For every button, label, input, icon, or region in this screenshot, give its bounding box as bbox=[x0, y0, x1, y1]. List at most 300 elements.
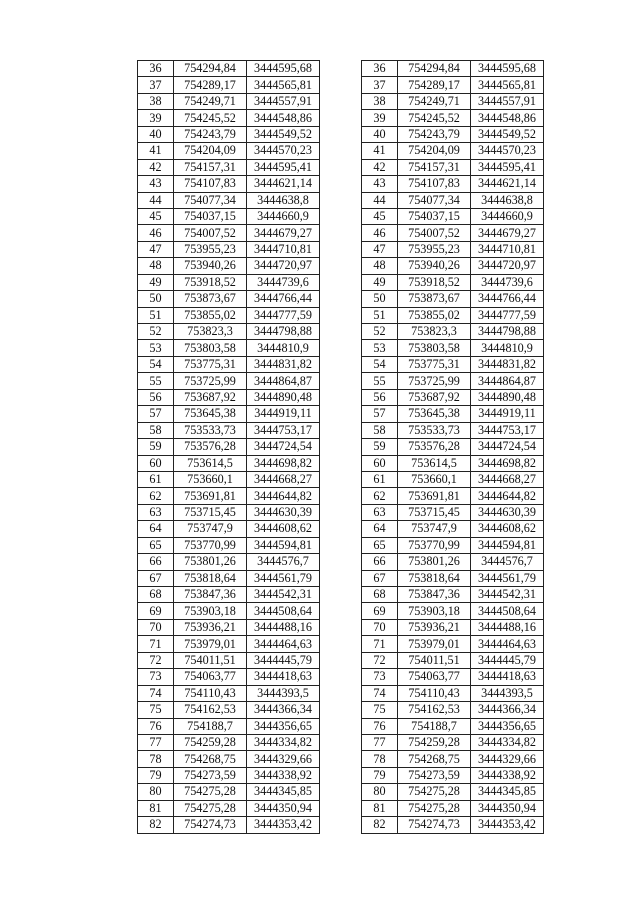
x-coordinate-cell: 754275,28 bbox=[174, 800, 247, 816]
point-number-cell: 40 bbox=[138, 126, 174, 142]
table-row bbox=[362, 77, 544, 93]
x-coordinate-cell: 754274,73 bbox=[398, 817, 471, 833]
y-coordinate-cell: 3444739,6 bbox=[471, 274, 544, 290]
point-number-cell: 80 bbox=[138, 784, 174, 800]
coordinates-table-right bbox=[361, 60, 544, 834]
x-coordinate-cell: 754037,15 bbox=[174, 208, 247, 224]
x-coordinate-cell: 754063,77 bbox=[398, 669, 471, 685]
table-row bbox=[138, 176, 320, 192]
x-coordinate-cell: 754037,15 bbox=[398, 208, 471, 224]
table-row bbox=[138, 274, 320, 290]
x-coordinate-cell: 753687,92 bbox=[174, 389, 247, 405]
y-coordinate-cell: 3444418,63 bbox=[471, 669, 544, 685]
x-coordinate-cell: 754243,79 bbox=[398, 126, 471, 142]
x-coordinate-cell: 754110,43 bbox=[174, 685, 247, 701]
point-number-cell: 76 bbox=[362, 718, 398, 734]
x-coordinate-cell: 754063,77 bbox=[174, 669, 247, 685]
table-row bbox=[362, 324, 544, 340]
x-coordinate-cell: 753747,9 bbox=[174, 521, 247, 537]
point-number-cell: 51 bbox=[138, 307, 174, 323]
x-coordinate-cell: 753691,81 bbox=[174, 488, 247, 504]
point-number-cell: 42 bbox=[362, 159, 398, 175]
x-coordinate-cell: 754273,59 bbox=[398, 767, 471, 783]
y-coordinate-cell: 3444488,16 bbox=[471, 619, 544, 635]
point-number-cell: 38 bbox=[138, 93, 174, 109]
x-coordinate-cell: 754204,09 bbox=[398, 143, 471, 159]
point-number-cell: 69 bbox=[362, 603, 398, 619]
y-coordinate-cell: 3444739,6 bbox=[247, 274, 320, 290]
table-row bbox=[362, 521, 544, 537]
y-coordinate-cell: 3444724,54 bbox=[471, 439, 544, 455]
point-number-cell: 76 bbox=[138, 718, 174, 734]
y-coordinate-cell: 3444777,59 bbox=[247, 307, 320, 323]
table-row bbox=[138, 767, 320, 783]
table-row bbox=[362, 192, 544, 208]
table-row bbox=[138, 521, 320, 537]
y-coordinate-cell: 3444710,81 bbox=[247, 241, 320, 257]
coordinates-table-right-body bbox=[362, 61, 544, 834]
table-row bbox=[138, 570, 320, 586]
point-number-cell: 63 bbox=[138, 504, 174, 520]
table-row bbox=[362, 340, 544, 356]
y-coordinate-cell: 3444334,82 bbox=[471, 734, 544, 750]
table-row bbox=[362, 488, 544, 504]
x-coordinate-cell: 754157,31 bbox=[398, 159, 471, 175]
y-coordinate-cell: 3444338,92 bbox=[247, 767, 320, 783]
point-number-cell: 74 bbox=[362, 685, 398, 701]
point-number-cell: 67 bbox=[362, 570, 398, 586]
point-number-cell: 75 bbox=[138, 702, 174, 718]
table-row bbox=[362, 685, 544, 701]
x-coordinate-cell: 754249,71 bbox=[174, 93, 247, 109]
y-coordinate-cell: 3444570,23 bbox=[247, 143, 320, 159]
table-row bbox=[138, 455, 320, 471]
y-coordinate-cell: 3444644,82 bbox=[471, 488, 544, 504]
point-number-cell: 52 bbox=[138, 324, 174, 340]
point-number-cell: 62 bbox=[362, 488, 398, 504]
point-number-cell: 52 bbox=[362, 324, 398, 340]
point-number-cell: 65 bbox=[362, 537, 398, 553]
table-row bbox=[138, 652, 320, 668]
x-coordinate-cell: 754249,71 bbox=[398, 93, 471, 109]
point-number-cell: 73 bbox=[138, 669, 174, 685]
y-coordinate-cell: 3444353,42 bbox=[247, 817, 320, 833]
y-coordinate-cell: 3444594,81 bbox=[471, 537, 544, 553]
table-row bbox=[138, 751, 320, 767]
x-coordinate-cell: 753614,5 bbox=[398, 455, 471, 471]
x-coordinate-cell: 753533,73 bbox=[174, 422, 247, 438]
x-coordinate-cell: 753818,64 bbox=[174, 570, 247, 586]
y-coordinate-cell: 3444353,42 bbox=[471, 817, 544, 833]
y-coordinate-cell: 3444334,82 bbox=[247, 734, 320, 750]
y-coordinate-cell: 3444594,81 bbox=[247, 537, 320, 553]
x-coordinate-cell: 754011,51 bbox=[174, 652, 247, 668]
point-number-cell: 60 bbox=[138, 455, 174, 471]
y-coordinate-cell: 3444445,79 bbox=[247, 652, 320, 668]
y-coordinate-cell: 3444356,65 bbox=[471, 718, 544, 734]
table-row bbox=[362, 208, 544, 224]
x-coordinate-cell: 753903,18 bbox=[398, 603, 471, 619]
y-coordinate-cell: 3444345,85 bbox=[471, 784, 544, 800]
point-number-cell: 37 bbox=[362, 77, 398, 93]
x-coordinate-cell: 754294,84 bbox=[174, 61, 247, 77]
point-number-cell: 57 bbox=[138, 406, 174, 422]
table-row bbox=[362, 636, 544, 652]
x-coordinate-cell: 753614,5 bbox=[174, 455, 247, 471]
x-coordinate-cell: 754273,59 bbox=[174, 767, 247, 783]
point-number-cell: 44 bbox=[362, 192, 398, 208]
x-coordinate-cell: 754110,43 bbox=[398, 685, 471, 701]
point-number-cell: 65 bbox=[138, 537, 174, 553]
table-row bbox=[362, 373, 544, 389]
point-number-cell: 48 bbox=[138, 258, 174, 274]
table-row bbox=[362, 225, 544, 241]
y-coordinate-cell: 3444679,27 bbox=[471, 225, 544, 241]
point-number-cell: 39 bbox=[138, 110, 174, 126]
point-number-cell: 66 bbox=[138, 554, 174, 570]
point-number-cell: 81 bbox=[138, 800, 174, 816]
y-coordinate-cell: 3444565,81 bbox=[247, 77, 320, 93]
table-row bbox=[362, 718, 544, 734]
table-row bbox=[362, 258, 544, 274]
x-coordinate-cell: 754157,31 bbox=[174, 159, 247, 175]
y-coordinate-cell: 3444329,66 bbox=[247, 751, 320, 767]
table-row bbox=[138, 685, 320, 701]
y-coordinate-cell: 3444919,11 bbox=[471, 406, 544, 422]
x-coordinate-cell: 753818,64 bbox=[398, 570, 471, 586]
y-coordinate-cell: 3444576,7 bbox=[247, 554, 320, 570]
point-number-cell: 42 bbox=[138, 159, 174, 175]
point-number-cell: 44 bbox=[138, 192, 174, 208]
point-number-cell: 59 bbox=[362, 439, 398, 455]
y-coordinate-cell: 3444810,9 bbox=[247, 340, 320, 356]
table-row bbox=[362, 669, 544, 685]
x-coordinate-cell: 753936,21 bbox=[398, 619, 471, 635]
y-coordinate-cell: 3444660,9 bbox=[247, 208, 320, 224]
x-coordinate-cell: 754259,28 bbox=[398, 734, 471, 750]
x-coordinate-cell: 753803,58 bbox=[174, 340, 247, 356]
y-coordinate-cell: 3444777,59 bbox=[471, 307, 544, 323]
point-number-cell: 38 bbox=[362, 93, 398, 109]
table-row bbox=[362, 652, 544, 668]
point-number-cell: 79 bbox=[362, 767, 398, 783]
table-row bbox=[138, 93, 320, 109]
x-coordinate-cell: 753775,31 bbox=[398, 356, 471, 372]
table-row bbox=[362, 537, 544, 553]
x-coordinate-cell: 753801,26 bbox=[398, 554, 471, 570]
y-coordinate-cell: 3444549,52 bbox=[247, 126, 320, 142]
table-row bbox=[362, 274, 544, 290]
table-row bbox=[362, 110, 544, 126]
point-number-cell: 82 bbox=[138, 817, 174, 833]
table-row bbox=[362, 143, 544, 159]
x-coordinate-cell: 753803,58 bbox=[398, 340, 471, 356]
point-number-cell: 74 bbox=[138, 685, 174, 701]
x-coordinate-cell: 754289,17 bbox=[174, 77, 247, 93]
y-coordinate-cell: 3444621,14 bbox=[247, 176, 320, 192]
y-coordinate-cell: 3444350,94 bbox=[471, 800, 544, 816]
point-number-cell: 55 bbox=[138, 373, 174, 389]
table-row bbox=[138, 406, 320, 422]
y-coordinate-cell: 3444595,68 bbox=[247, 61, 320, 77]
y-coordinate-cell: 3444329,66 bbox=[471, 751, 544, 767]
y-coordinate-cell: 3444548,86 bbox=[247, 110, 320, 126]
x-coordinate-cell: 753691,81 bbox=[398, 488, 471, 504]
point-number-cell: 56 bbox=[138, 389, 174, 405]
table-row bbox=[138, 537, 320, 553]
x-coordinate-cell: 753903,18 bbox=[174, 603, 247, 619]
y-coordinate-cell: 3444798,88 bbox=[471, 324, 544, 340]
x-coordinate-cell: 753576,28 bbox=[398, 439, 471, 455]
x-coordinate-cell: 753715,45 bbox=[174, 504, 247, 520]
coordinates-table-left bbox=[137, 60, 320, 834]
table-row bbox=[138, 307, 320, 323]
point-number-cell: 37 bbox=[138, 77, 174, 93]
table-row bbox=[362, 439, 544, 455]
x-coordinate-cell: 753725,99 bbox=[398, 373, 471, 389]
x-coordinate-cell: 754162,53 bbox=[398, 702, 471, 718]
x-coordinate-cell: 754245,52 bbox=[174, 110, 247, 126]
point-number-cell: 77 bbox=[362, 734, 398, 750]
y-coordinate-cell: 3444919,11 bbox=[247, 406, 320, 422]
table-row bbox=[138, 143, 320, 159]
x-coordinate-cell: 754188,7 bbox=[398, 718, 471, 734]
y-coordinate-cell: 3444548,86 bbox=[471, 110, 544, 126]
table-row bbox=[138, 488, 320, 504]
table-row bbox=[138, 192, 320, 208]
y-coordinate-cell: 3444570,23 bbox=[471, 143, 544, 159]
y-coordinate-cell: 3444864,87 bbox=[247, 373, 320, 389]
x-coordinate-cell: 753847,36 bbox=[174, 587, 247, 603]
table-row bbox=[138, 340, 320, 356]
point-number-cell: 60 bbox=[362, 455, 398, 471]
point-number-cell: 48 bbox=[362, 258, 398, 274]
x-coordinate-cell: 753715,45 bbox=[398, 504, 471, 520]
x-coordinate-cell: 753770,99 bbox=[398, 537, 471, 553]
point-number-cell: 46 bbox=[362, 225, 398, 241]
point-number-cell: 47 bbox=[362, 241, 398, 257]
point-number-cell: 50 bbox=[362, 291, 398, 307]
point-number-cell: 39 bbox=[362, 110, 398, 126]
x-coordinate-cell: 753747,9 bbox=[398, 521, 471, 537]
x-coordinate-cell: 754275,28 bbox=[398, 800, 471, 816]
table-row bbox=[138, 718, 320, 734]
table-row bbox=[138, 356, 320, 372]
table-row bbox=[138, 587, 320, 603]
x-coordinate-cell: 754243,79 bbox=[174, 126, 247, 142]
table-row bbox=[362, 455, 544, 471]
table-row bbox=[362, 603, 544, 619]
x-coordinate-cell: 754077,34 bbox=[174, 192, 247, 208]
point-number-cell: 41 bbox=[362, 143, 398, 159]
point-number-cell: 45 bbox=[138, 208, 174, 224]
point-number-cell: 70 bbox=[138, 619, 174, 635]
point-number-cell: 57 bbox=[362, 406, 398, 422]
table-row bbox=[138, 636, 320, 652]
x-coordinate-cell: 753775,31 bbox=[174, 356, 247, 372]
y-coordinate-cell: 3444890,48 bbox=[471, 389, 544, 405]
x-coordinate-cell: 754162,53 bbox=[174, 702, 247, 718]
x-coordinate-cell: 754077,34 bbox=[398, 192, 471, 208]
table-row bbox=[362, 751, 544, 767]
point-number-cell: 46 bbox=[138, 225, 174, 241]
x-coordinate-cell: 753687,92 bbox=[398, 389, 471, 405]
table-row bbox=[138, 619, 320, 635]
y-coordinate-cell: 3444338,92 bbox=[471, 767, 544, 783]
y-coordinate-cell: 3444608,62 bbox=[471, 521, 544, 537]
table-row bbox=[362, 587, 544, 603]
x-coordinate-cell: 754274,73 bbox=[174, 817, 247, 833]
x-coordinate-cell: 754259,28 bbox=[174, 734, 247, 750]
point-number-cell: 61 bbox=[138, 471, 174, 487]
y-coordinate-cell: 3444810,9 bbox=[471, 340, 544, 356]
point-number-cell: 54 bbox=[362, 356, 398, 372]
point-number-cell: 68 bbox=[138, 587, 174, 603]
table-row bbox=[362, 93, 544, 109]
point-number-cell: 47 bbox=[138, 241, 174, 257]
point-number-cell: 71 bbox=[138, 636, 174, 652]
point-number-cell: 54 bbox=[138, 356, 174, 372]
table-row bbox=[138, 241, 320, 257]
table-row bbox=[138, 422, 320, 438]
table-row bbox=[362, 767, 544, 783]
x-coordinate-cell: 754188,7 bbox=[174, 718, 247, 734]
y-coordinate-cell: 3444831,82 bbox=[471, 356, 544, 372]
point-number-cell: 49 bbox=[138, 274, 174, 290]
y-coordinate-cell: 3444668,27 bbox=[247, 471, 320, 487]
y-coordinate-cell: 3444464,63 bbox=[471, 636, 544, 652]
x-coordinate-cell: 754268,75 bbox=[398, 751, 471, 767]
y-coordinate-cell: 3444445,79 bbox=[471, 652, 544, 668]
x-coordinate-cell: 753660,1 bbox=[174, 471, 247, 487]
table-row bbox=[138, 389, 320, 405]
x-coordinate-cell: 753823,3 bbox=[398, 324, 471, 340]
point-number-cell: 64 bbox=[138, 521, 174, 537]
x-coordinate-cell: 753770,99 bbox=[174, 537, 247, 553]
x-coordinate-cell: 754107,83 bbox=[398, 176, 471, 192]
table-row bbox=[362, 734, 544, 750]
y-coordinate-cell: 3444549,52 bbox=[471, 126, 544, 142]
table-row bbox=[362, 176, 544, 192]
coordinates-table-left-body bbox=[138, 61, 320, 834]
y-coordinate-cell: 3444576,7 bbox=[471, 554, 544, 570]
table-row bbox=[362, 307, 544, 323]
table-row bbox=[138, 439, 320, 455]
table-row bbox=[362, 504, 544, 520]
table-row bbox=[138, 554, 320, 570]
point-number-cell: 50 bbox=[138, 291, 174, 307]
point-number-cell: 66 bbox=[362, 554, 398, 570]
x-coordinate-cell: 753847,36 bbox=[398, 587, 471, 603]
table-row bbox=[362, 126, 544, 142]
y-coordinate-cell: 3444798,88 bbox=[247, 324, 320, 340]
table-row bbox=[138, 208, 320, 224]
x-coordinate-cell: 753873,67 bbox=[398, 291, 471, 307]
x-coordinate-cell: 753533,73 bbox=[398, 422, 471, 438]
table-row bbox=[138, 291, 320, 307]
y-coordinate-cell: 3444710,81 bbox=[471, 241, 544, 257]
point-number-cell: 41 bbox=[138, 143, 174, 159]
point-number-cell: 78 bbox=[138, 751, 174, 767]
table-row bbox=[362, 554, 544, 570]
table-row bbox=[138, 669, 320, 685]
y-coordinate-cell: 3444720,97 bbox=[471, 258, 544, 274]
x-coordinate-cell: 753955,23 bbox=[174, 241, 247, 257]
table-row bbox=[362, 356, 544, 372]
y-coordinate-cell: 3444561,79 bbox=[471, 570, 544, 586]
y-coordinate-cell: 3444668,27 bbox=[471, 471, 544, 487]
point-number-cell: 72 bbox=[362, 652, 398, 668]
table-row bbox=[138, 471, 320, 487]
point-number-cell: 49 bbox=[362, 274, 398, 290]
y-coordinate-cell: 3444557,91 bbox=[471, 93, 544, 109]
table-row bbox=[138, 784, 320, 800]
x-coordinate-cell: 753855,02 bbox=[398, 307, 471, 323]
table-row bbox=[362, 817, 544, 833]
x-coordinate-cell: 753918,52 bbox=[398, 274, 471, 290]
point-number-cell: 40 bbox=[362, 126, 398, 142]
table-row bbox=[138, 126, 320, 142]
point-number-cell: 51 bbox=[362, 307, 398, 323]
point-number-cell: 82 bbox=[362, 817, 398, 833]
x-coordinate-cell: 754107,83 bbox=[174, 176, 247, 192]
y-coordinate-cell: 3444831,82 bbox=[247, 356, 320, 372]
x-coordinate-cell: 753725,99 bbox=[174, 373, 247, 389]
y-coordinate-cell: 3444630,39 bbox=[247, 504, 320, 520]
point-number-cell: 64 bbox=[362, 521, 398, 537]
table-row bbox=[138, 800, 320, 816]
point-number-cell: 56 bbox=[362, 389, 398, 405]
table-row bbox=[362, 702, 544, 718]
table-row bbox=[138, 817, 320, 833]
x-coordinate-cell: 754275,28 bbox=[398, 784, 471, 800]
point-number-cell: 77 bbox=[138, 734, 174, 750]
y-coordinate-cell: 3444864,87 bbox=[471, 373, 544, 389]
x-coordinate-cell: 753940,26 bbox=[398, 258, 471, 274]
x-coordinate-cell: 753955,23 bbox=[398, 241, 471, 257]
table-row bbox=[362, 159, 544, 175]
y-coordinate-cell: 3444393,5 bbox=[247, 685, 320, 701]
table-row bbox=[362, 406, 544, 422]
point-number-cell: 58 bbox=[362, 422, 398, 438]
table-row bbox=[138, 373, 320, 389]
y-coordinate-cell: 3444557,91 bbox=[247, 93, 320, 109]
x-coordinate-cell: 754294,84 bbox=[398, 61, 471, 77]
y-coordinate-cell: 3444608,62 bbox=[247, 521, 320, 537]
x-coordinate-cell: 754245,52 bbox=[398, 110, 471, 126]
y-coordinate-cell: 3444345,85 bbox=[247, 784, 320, 800]
point-number-cell: 55 bbox=[362, 373, 398, 389]
point-number-cell: 43 bbox=[138, 176, 174, 192]
y-coordinate-cell: 3444698,82 bbox=[471, 455, 544, 471]
y-coordinate-cell: 3444464,63 bbox=[247, 636, 320, 652]
table-row bbox=[362, 291, 544, 307]
point-number-cell: 79 bbox=[138, 767, 174, 783]
table-row bbox=[138, 324, 320, 340]
point-number-cell: 63 bbox=[362, 504, 398, 520]
table-row bbox=[138, 77, 320, 93]
x-coordinate-cell: 754007,52 bbox=[398, 225, 471, 241]
y-coordinate-cell: 3444890,48 bbox=[247, 389, 320, 405]
y-coordinate-cell: 3444644,82 bbox=[247, 488, 320, 504]
y-coordinate-cell: 3444660,9 bbox=[471, 208, 544, 224]
y-coordinate-cell: 3444638,8 bbox=[247, 192, 320, 208]
x-coordinate-cell: 754289,17 bbox=[398, 77, 471, 93]
y-coordinate-cell: 3444393,5 bbox=[471, 685, 544, 701]
point-number-cell: 68 bbox=[362, 587, 398, 603]
table-row bbox=[362, 241, 544, 257]
point-number-cell: 73 bbox=[362, 669, 398, 685]
